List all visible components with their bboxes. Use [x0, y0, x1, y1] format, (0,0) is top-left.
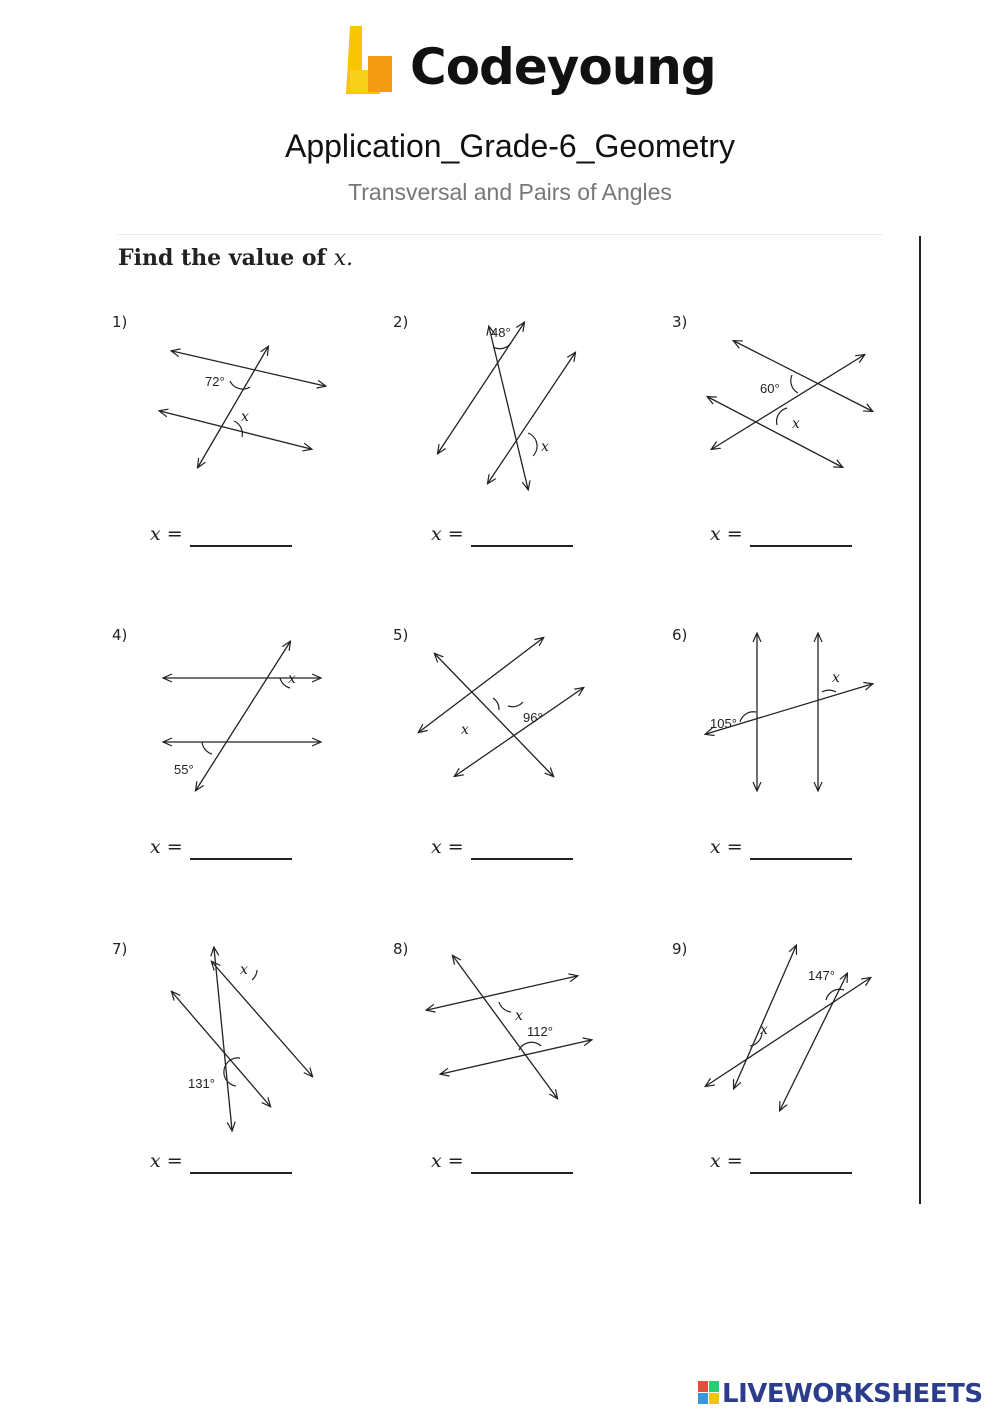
angle-label: 55° — [174, 762, 194, 777]
angle-arc — [822, 690, 836, 692]
header-divider — [118, 234, 883, 235]
problem-number: 3) — [672, 313, 688, 331]
codeyoung-logo-icon — [340, 22, 400, 98]
answer-label: x = — [710, 836, 743, 858]
document-title: Application_Grade-6_Geometry — [284, 128, 735, 164]
problem-9 — [672, 940, 932, 1220]
answer-field[interactable] — [150, 523, 300, 553]
answer-label: x = — [431, 836, 464, 858]
angle-diagram — [112, 626, 372, 826]
angle-diagram — [672, 940, 932, 1140]
answer-field[interactable] — [710, 523, 860, 553]
instruction-variable: x. — [333, 246, 354, 271]
angle-label: 147° — [808, 968, 835, 983]
problem-number: 8) — [393, 940, 409, 958]
diagram-line — [488, 353, 575, 483]
diagram-line — [172, 992, 270, 1106]
answer-field[interactable] — [150, 1150, 300, 1180]
instruction-text — [118, 245, 353, 271]
diagram-line — [780, 974, 847, 1110]
answer-field[interactable] — [150, 836, 300, 866]
angle-arc — [202, 742, 212, 754]
angle-label: x — [515, 1008, 523, 1024]
answer-label: x = — [150, 1150, 183, 1172]
diagram-line — [441, 1040, 591, 1074]
diagram-line — [734, 341, 872, 411]
angle-arc — [740, 712, 756, 722]
angle-arc — [493, 698, 499, 710]
angle-arc — [508, 702, 523, 707]
problem-number: 2) — [393, 313, 409, 331]
problem-1 — [112, 313, 372, 593]
diagram-line — [438, 323, 524, 453]
answer-blank-line[interactable] — [750, 1172, 852, 1174]
answer-label: x = — [150, 836, 183, 858]
angle-label: x — [760, 1022, 768, 1038]
angle-arc — [519, 1042, 541, 1050]
angle-label: 112° — [527, 1024, 553, 1039]
answer-field[interactable] — [710, 836, 860, 866]
liveworksheets-footer — [698, 1378, 998, 1410]
document-subtitle: Transversal and Pairs of Angles — [348, 179, 672, 205]
angle-label: x — [461, 722, 469, 738]
angle-label: x — [832, 670, 840, 686]
angle-label: x — [241, 409, 249, 425]
answer-label: x = — [710, 1150, 743, 1172]
problem-4 — [112, 626, 372, 906]
answer-field[interactable] — [431, 1150, 581, 1180]
angle-label: x — [541, 439, 549, 455]
problem-7 — [112, 940, 372, 1220]
angle-diagram — [393, 313, 653, 513]
answer-label: x = — [710, 523, 743, 545]
angle-arc — [791, 375, 798, 393]
diagram-line — [212, 962, 312, 1076]
diagram-line — [489, 327, 528, 489]
answer-blank-line[interactable] — [190, 545, 292, 547]
answer-blank-line[interactable] — [190, 1172, 292, 1174]
answer-blank-line[interactable] — [471, 545, 573, 547]
angle-label: x — [288, 671, 296, 687]
answer-field[interactable] — [710, 1150, 860, 1180]
diagram-line — [708, 397, 842, 467]
diagram-line — [427, 976, 577, 1010]
angle-diagram — [393, 626, 653, 826]
brand-name: Codeyoung — [410, 38, 716, 96]
problem-number: 9) — [672, 940, 688, 958]
angle-label: 48° — [491, 325, 511, 340]
angle-label: 105° — [710, 716, 737, 731]
answer-blank-line[interactable] — [750, 545, 852, 547]
angle-diagram — [393, 940, 653, 1140]
problem-8 — [393, 940, 653, 1220]
answer-field[interactable] — [431, 523, 581, 553]
answer-label: x = — [431, 523, 464, 545]
diagram-line — [706, 978, 870, 1086]
problem-number: 7) — [112, 940, 128, 958]
problem-3 — [672, 313, 932, 593]
angle-label: 96° — [523, 710, 543, 725]
angle-label: 131° — [188, 1076, 215, 1091]
answer-blank-line[interactable] — [190, 858, 292, 860]
problem-6 — [672, 626, 932, 906]
answer-field[interactable] — [431, 836, 581, 866]
angle-label: x — [792, 416, 800, 432]
problem-2 — [393, 313, 653, 593]
diagram-line — [196, 642, 290, 790]
angle-label: x — [240, 962, 248, 978]
problem-number: 6) — [672, 626, 688, 644]
answer-blank-line[interactable] — [750, 858, 852, 860]
angle-label: 72° — [205, 374, 225, 389]
diagram-line — [455, 688, 583, 776]
answer-label: x = — [431, 1150, 464, 1172]
angle-arc — [252, 970, 257, 980]
angle-diagram — [112, 940, 372, 1140]
problem-5 — [393, 626, 653, 906]
codeyoung-logo — [340, 22, 716, 104]
liveworksheets-logo-icon — [698, 1381, 720, 1405]
problem-number: 1) — [112, 313, 128, 331]
angle-arc — [777, 408, 787, 425]
angle-diagram — [672, 313, 932, 513]
liveworksheets-brand: LIVEWORKSHEETS — [722, 1379, 983, 1409]
angle-label: 60° — [760, 381, 780, 396]
angle-arc — [499, 1002, 511, 1012]
diagram-line — [160, 411, 311, 449]
diagram-line — [734, 946, 796, 1088]
angle-arc — [528, 433, 537, 456]
answer-blank-line[interactable] — [471, 1172, 573, 1174]
answer-blank-line[interactable] — [471, 858, 573, 860]
angle-diagram — [672, 626, 932, 826]
problem-number: 5) — [393, 626, 409, 644]
instruction-prefix: Find the value of — [118, 245, 327, 271]
problem-number: 4) — [112, 626, 128, 644]
angle-diagram — [112, 313, 372, 513]
answer-label: x = — [150, 523, 183, 545]
